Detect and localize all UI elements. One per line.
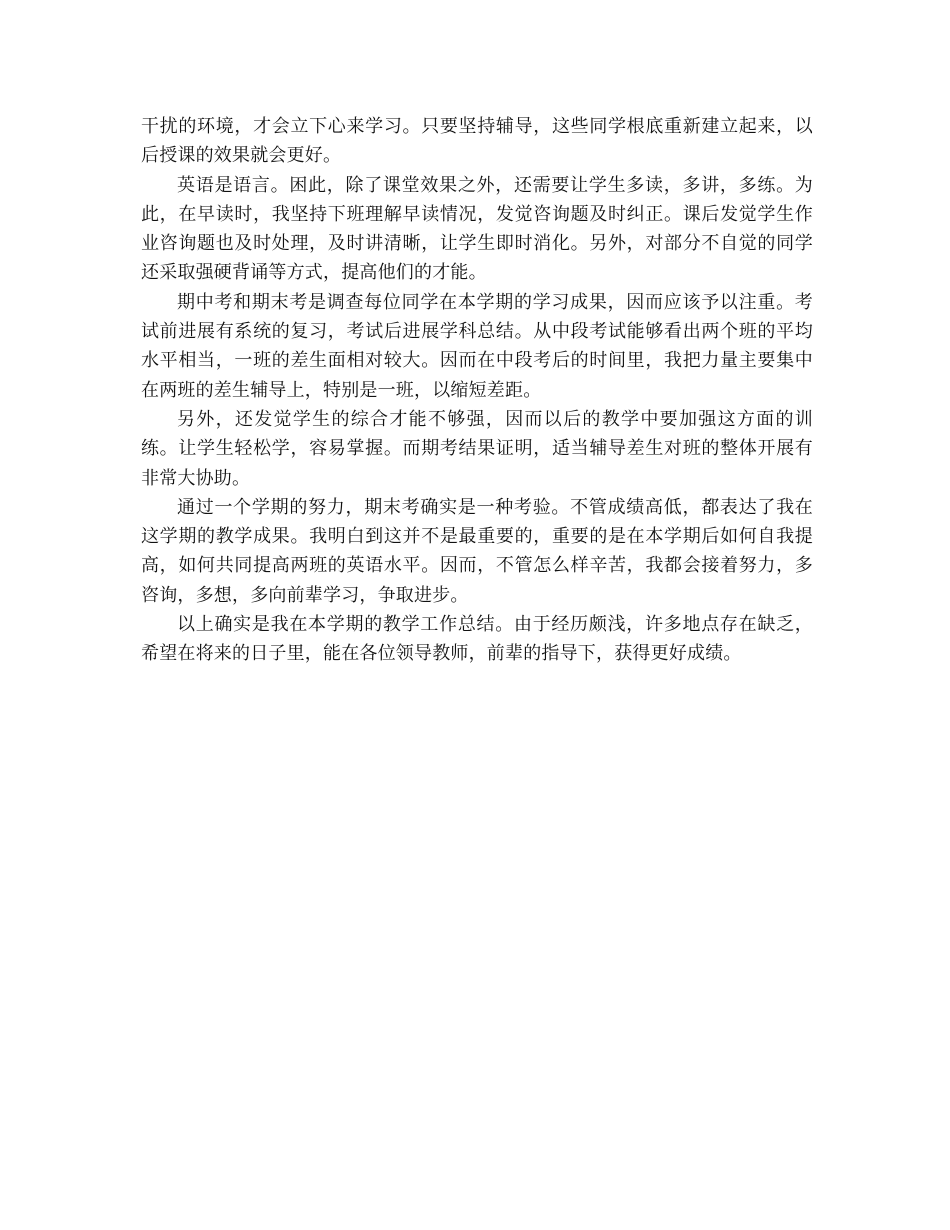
paragraph-continuation: 干扰的环境，才会立下心来学习。只要坚持辅导，这些同学根底重新建立起来，以后授课的效果就会更好。 <box>141 116 813 167</box>
document-body <box>141 112 813 669</box>
paragraph-english-practice: 英语是语言。困此，除了课堂效果之外，还需要让学生多读，多讲，多练。为此，在早读时，我坚持下班理解早读情况，发觉咨询题及时纠正。课后发觉学生作业咨询题也及时处理，及时讲清晰，让学生即时消化。另外，对部分不自觉的同学还采取强硬背诵等方式，提高他们的才能。 <box>141 174 813 284</box>
paragraph-semester-effort: 通过一个学期的努力，期末考确实是一种考验。不管成绩高低，都表达了我在这学期的教学成果。我明白到这并不是最重要的，重要的是在本学期后如何自我提高，如何共同提高两班的英语水平。因而，不管怎么样辛苦，我都会接着努力，多咨询，多想，多向前辈学习，争取进步。 <box>141 496 813 606</box>
paragraph-conclusion: 以上确实是我在本学期的教学工作总结。由于经历颇浅，许多地点存在缺乏，希望在将来的日子里，能在各位领导教师，前辈的指导下，获得更好成绩。 <box>141 614 813 665</box>
paragraph-exams: 期中考和期末考是调查每位同学在本学期的学习成果，因而应该予以注重。考试前进展有系统的复习，考试后进展学科总结。从中段考试能够看出两个班的平均水平相当，一班的差生面相对较大。因而在中段考后的时间里，我把力量主要集中在两班的差生辅导上，特别是一班，以缩短差距。 <box>141 291 813 401</box>
paragraph-comprehensive-ability: 另外，还发觉学生的综合才能不够强，因而以后的教学中要加强这方面的训练。让学生轻松学，容易掌握。而期考结果证明，适当辅导差生对班的整体开展有非常大协助。 <box>141 408 813 489</box>
